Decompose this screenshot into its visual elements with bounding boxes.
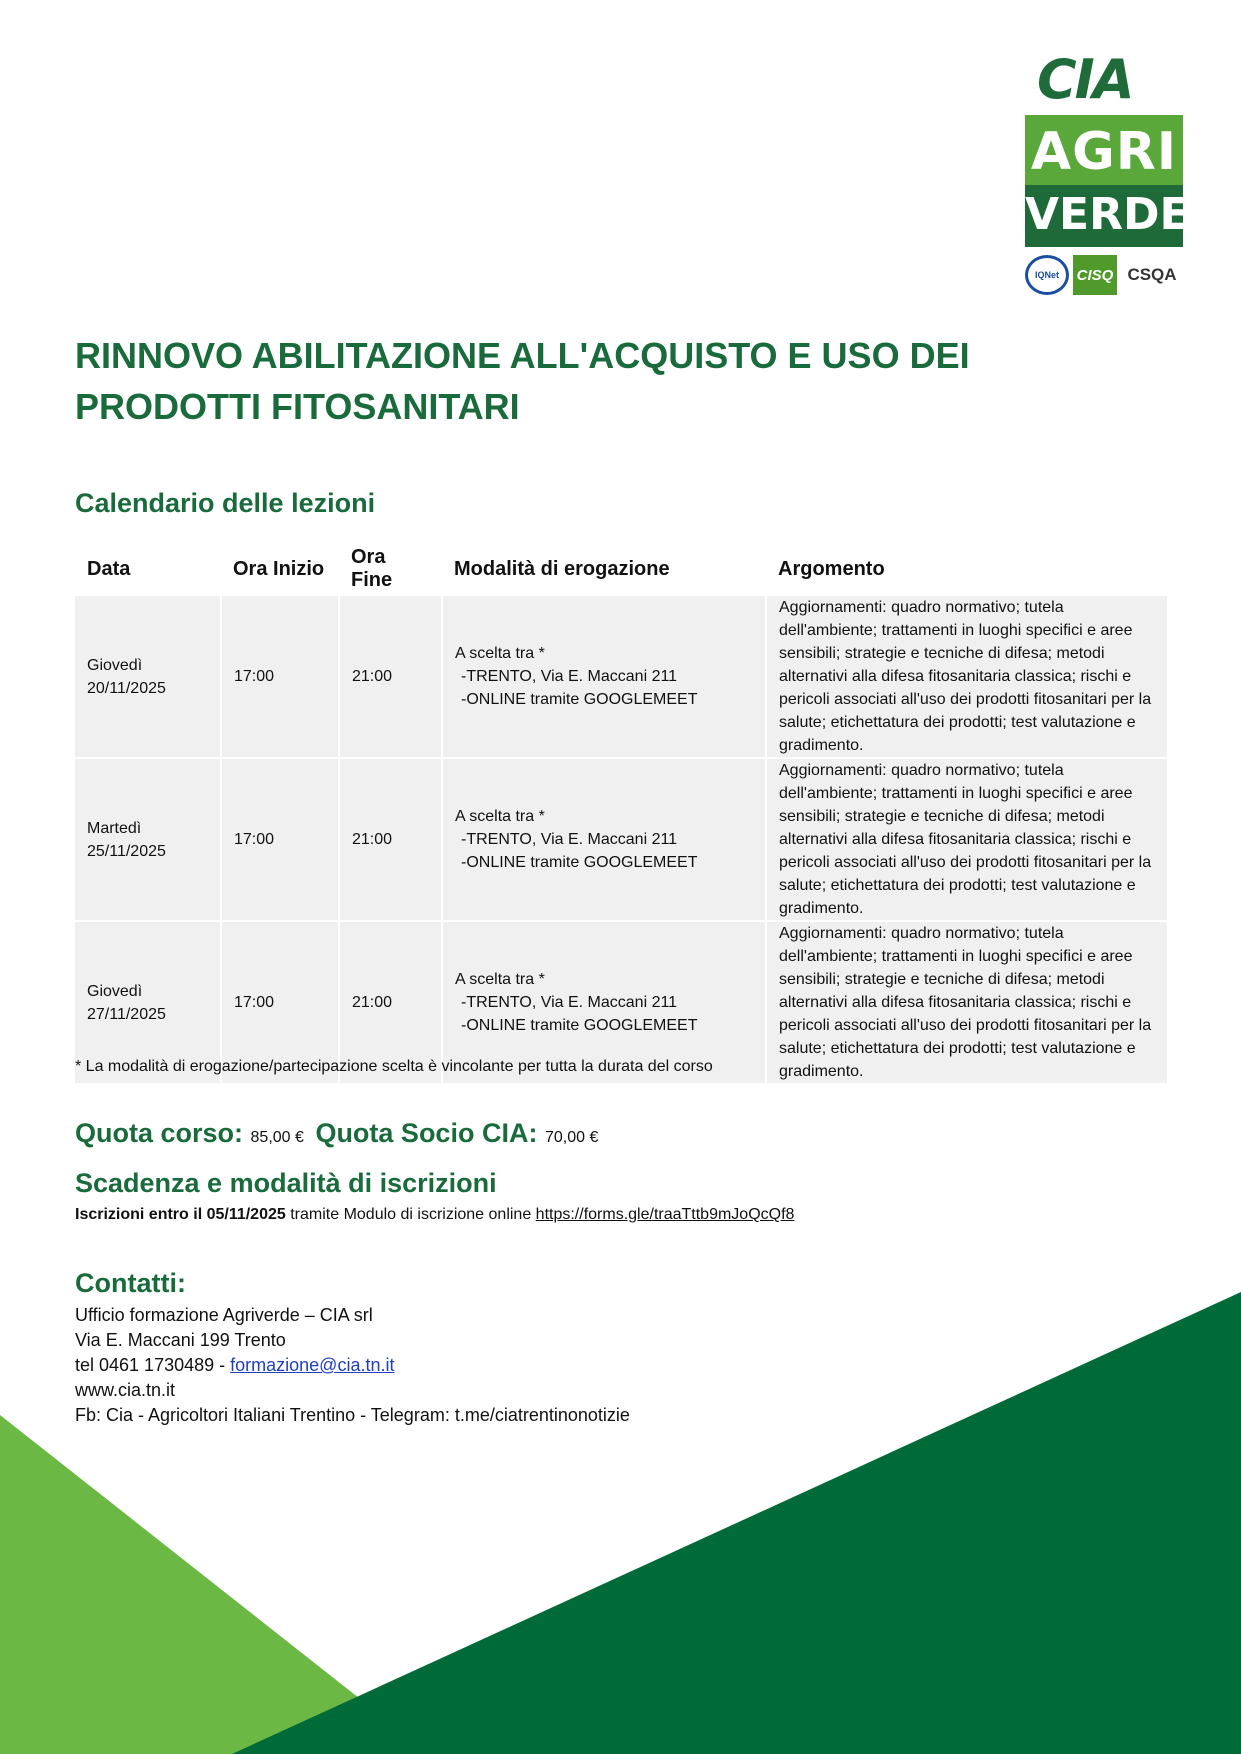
column-header-topic: Argomento	[778, 557, 885, 580]
end-time-cell: 21:00	[339, 921, 442, 1084]
mode-intro: A scelta tra *	[455, 808, 545, 825]
topic-cell: Aggiornamenti: quadro normativo; tutela dell'ambiente; trattamenti in luoghi specifici e aree sensibili; strategie e tecniche di difesa; metodi alternativi alla difesa fitosanitaria classica; rischi e pericoli associati all'uso dei prodotti fitosanitari per la salute; etichettatura dei prodotti; test valutazione e gradimento.	[766, 921, 1167, 1084]
contact-phone: tel 0461 1730489 -	[75, 1355, 231, 1375]
date-value: 20/11/2025	[87, 679, 166, 697]
mode-option-trento: -TRENTO, Via E. Maccani 211	[461, 994, 678, 1011]
day-name: Giovedì	[87, 982, 143, 1000]
iqnet-cert-logo: IQNet	[1025, 255, 1069, 295]
fees-line	[75, 1118, 602, 1149]
mode-intro: A scelta tra *	[455, 645, 545, 662]
logo-verde-text: VERDE	[1025, 185, 1183, 247]
contact-phone-line	[75, 1353, 630, 1378]
end-time-cell: 21:00	[339, 758, 442, 921]
end-time-cell: 21:00	[339, 596, 442, 758]
topic-cell: Aggiornamenti: quadro normativo; tutela dell'ambiente; trattamenti in luoghi specifici e aree sensibili; strategie e tecniche di difesa; metodi alternativi alla difesa fitosanitaria classica; rischi e pericoli associati all'uso dei prodotti fitosanitari per la salute; etichettatura dei prodotti; test valutazione e gradimento.	[766, 596, 1167, 758]
table-row	[75, 596, 1167, 758]
csqa-cert-logo: CSQA	[1127, 265, 1177, 284]
table-header-row	[75, 538, 1167, 596]
date-cell	[75, 596, 221, 758]
mode-intro: A scelta tra *	[455, 971, 545, 988]
mode-cell	[442, 758, 766, 921]
mode-option-online: -ONLINE tramite GOOGLEMEET	[461, 854, 698, 871]
mode-option-online: -ONLINE tramite GOOGLEMEET	[461, 691, 698, 708]
mode-option-online: -ONLINE tramite GOOGLEMEET	[461, 1017, 698, 1034]
column-header-start-time: Ora Inizio	[233, 557, 325, 580]
logo-box	[1025, 115, 1190, 247]
column-header-date: Data	[87, 557, 131, 580]
deadline-heading: Scadenza e modalità di iscrizioni	[75, 1168, 497, 1198]
calendar-footnote: * La modalità di erogazione/partecipazione scelta è vincolante per tutta la durata del corso	[75, 1058, 713, 1075]
logo-agri-text: AGRI	[1025, 115, 1183, 185]
cisq-cert-logo: CISQ	[1073, 255, 1117, 295]
mode-option-trento: -TRENTO, Via E. Maccani 211	[461, 831, 678, 848]
day-name: Martedì	[87, 819, 142, 837]
column-header-end-time: Ora Fine	[351, 546, 393, 591]
start-time-cell: 17:00	[221, 758, 339, 921]
start-time-cell: 17:00	[221, 596, 339, 758]
lesson-calendar-table	[75, 538, 1167, 1085]
mode-cell	[442, 596, 766, 758]
deadline-date: Iscrizioni entro il 05/11/2025	[75, 1206, 286, 1223]
calendar-heading: Calendario delle lezioni	[75, 488, 376, 518]
logo-cia-text: CIA	[1037, 48, 1133, 111]
deadline-description: tramite Modulo di iscrizione online	[285, 1206, 536, 1223]
table-row	[75, 758, 1167, 921]
member-fee-value: 70,00 €	[544, 1129, 599, 1146]
contacts-heading: Contatti:	[75, 1268, 186, 1298]
course-fee-value: 85,00 €	[250, 1129, 304, 1146]
course-fee-label: Quota corso:	[75, 1118, 244, 1148]
topic-cell: Aggiornamenti: quadro normativo; tutela dell'ambiente; trattamenti in luoghi specifici e aree sensibili; strategie e tecniche di difesa; metodi alternativi alla difesa fitosanitaria classica; rischi e pericoli associati all'uso dei prodotti fitosanitari per la salute; etichettatura dei prodotti; test valutazione e gradimento.	[766, 758, 1167, 921]
certification-logos	[1025, 255, 1190, 295]
contact-website: www.cia.tn.it	[75, 1380, 176, 1400]
date-value: 25/11/2025	[87, 842, 166, 860]
contact-email-link[interactable]: formazione@cia.tn.it	[230, 1355, 395, 1375]
deadline-text	[75, 1206, 794, 1224]
member-fee-label: Quota Socio CIA:	[315, 1118, 538, 1148]
date-value: 27/11/2025	[87, 1005, 166, 1023]
contact-address: Via E. Maccani 199 Trento	[75, 1330, 286, 1350]
column-header-mode: Modalità di erogazione	[454, 557, 670, 580]
mode-option-trento: -TRENTO, Via E. Maccani 211	[461, 668, 678, 685]
contact-social: Fb: Cia - Agricoltori Italiani Trentino - Telegram: t.me/ciatrentinonotizie	[75, 1405, 630, 1425]
contacts-block	[75, 1303, 630, 1428]
date-cell	[75, 758, 221, 921]
registration-form-link[interactable]: https://forms.gle/traaTttb9mJoQcQf8	[535, 1206, 795, 1223]
page-title: RINNOVO ABILITAZIONE ALL'ACQUISTO E USO DEI PRODOTTI FITOSANITARI	[75, 335, 970, 427]
agriverde-logo	[1025, 45, 1190, 295]
contact-office: Ufficio formazione Agriverde – CIA srl	[75, 1305, 373, 1325]
day-name: Giovedì	[87, 656, 143, 674]
start-time-cell: 17:00	[221, 921, 339, 1084]
